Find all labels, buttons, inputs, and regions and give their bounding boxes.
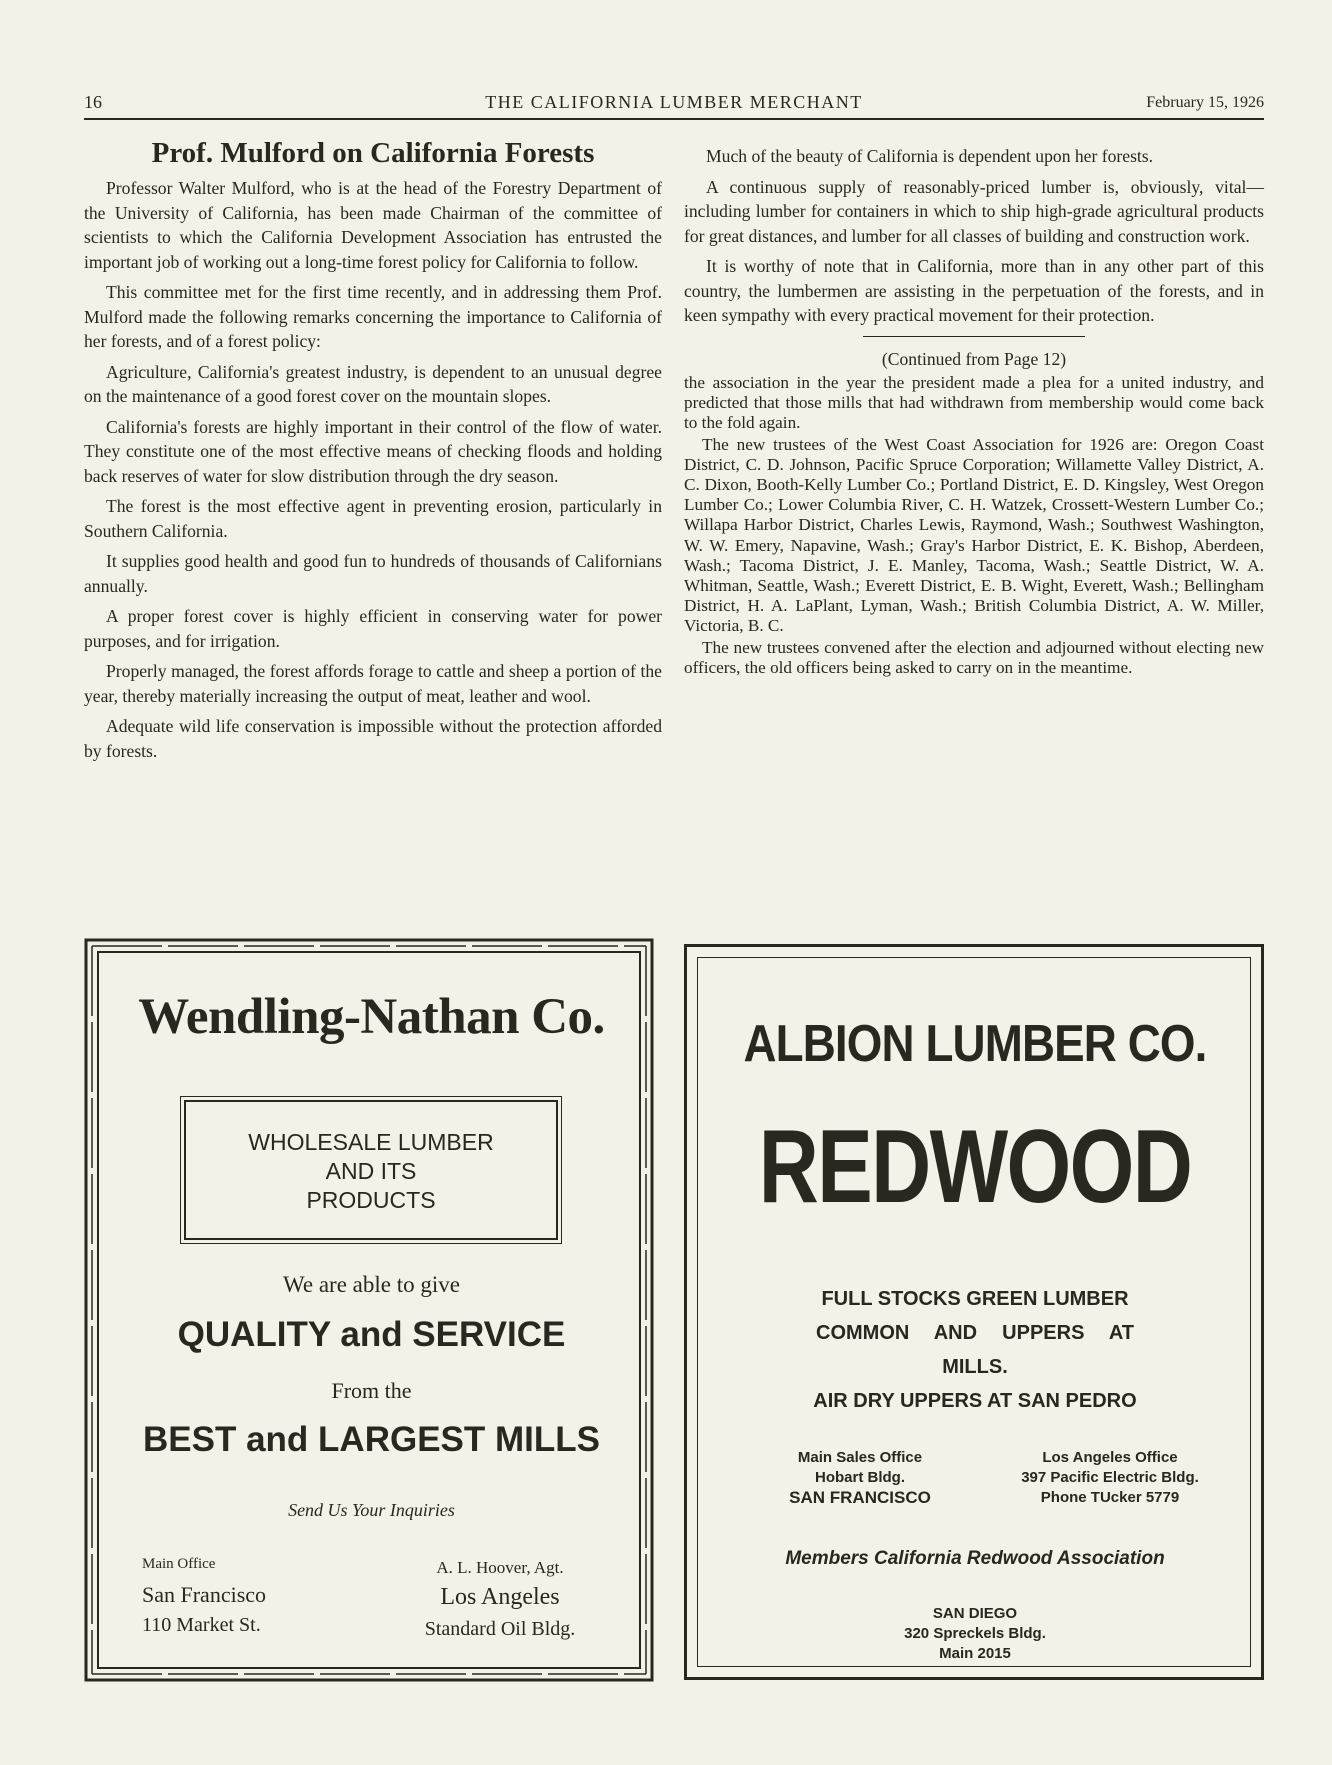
office-label: Main Sales Office [797, 1449, 923, 1466]
stock-list [698, 1282, 1252, 1418]
page-header [84, 92, 1264, 120]
section-divider [863, 336, 1085, 337]
article-paragraph: It supplies good health and good fun to hundreds of thousands of Californians annually. [84, 551, 662, 596]
article-paragraph: It is worthy of note that in California, more than in any other part of this country, the lumbermen are assisting in the perpetuation of the forests, and in keen sympathy with every practical movement for their protection. [684, 256, 1264, 325]
main-office-city: San Francisco [142, 1582, 267, 1607]
office-building: 397 Pacific Electric Bldg. [1021, 1469, 1199, 1486]
article-paragraph: This committee met for the first time recently, and in addressing them Prof. Mulford made the following remarks concerning the importance to California of her forests, and of a forest policy: [84, 282, 662, 351]
product-name: REDWOOD [758, 1109, 1192, 1225]
continued-label: (Continued from Page 12) [881, 348, 1067, 369]
office-city: SAN FRANCISCO [789, 1488, 931, 1507]
continued-story [684, 373, 1264, 678]
article-paragraph: The forest is the most effective agent in preventing erosion, particularly in Southern California. [84, 496, 662, 541]
article-paragraph: Adequate wild life conservation is impossible without the protection afforded by forests. [84, 716, 662, 761]
office-phone: Main 2015 [939, 1645, 1011, 1662]
membership-line: Members California Redwood Association [785, 1548, 1165, 1569]
article-title: Prof. Mulford on California Forests [151, 137, 595, 169]
article-paragraph: Much of the beauty of California is dependent upon her forests. [706, 146, 1154, 166]
company-name: ALBION LUMBER CO. [743, 1015, 1207, 1073]
agent-name: A. L. Hoover, Agt. [436, 1558, 564, 1577]
agent-building: Standard Oil Bldg. [424, 1618, 576, 1640]
story-paragraph: the association in the year the president made a plea for a united industry, and predicted that those mills that had withdrawn from membership would come back to the fold again. [684, 373, 1264, 433]
office-label: Los Angeles Office [1042, 1449, 1178, 1466]
right-column [684, 144, 1264, 679]
quality-service: QUALITY and SERVICE [177, 1315, 566, 1354]
issue-date: February 15, 1926 [1146, 94, 1264, 111]
los-angeles-office [990, 1448, 1230, 1508]
from-text: From the [331, 1378, 412, 1403]
article-mulford [84, 132, 662, 769]
article-paragraph: Professor Walter Mulford, who is at the head of the Forestry Department of the University of California, has been made Chairman of the committee of scientists to which the California Development Association has entrusted the important job of working out a long-time forest policy for California to follow. [84, 178, 662, 272]
office-city: SAN DIEGO [932, 1605, 1018, 1622]
main-office-label: Main Office [142, 1556, 216, 1572]
main-sales-office [740, 1448, 980, 1508]
main-office-street: 110 Market St. [142, 1614, 261, 1636]
article-paragraph: Properly managed, the forest affords forage to cattle and sheep a portion of the year, thereby materially increasing the output of meat, leather and wool. [84, 661, 662, 706]
ad-inner-border [697, 957, 1251, 1667]
article-paragraph: A continuous supply of reasonably-priced lumber is, obviously, vital—including lumber for containers in which to ship high-grade agricultural products for great distances, and lumber for all classes of building and construction work. [684, 176, 1264, 246]
office-phone: Phone TUcker 5779 [1040, 1489, 1180, 1506]
box-line: PRODUCTS [306, 1187, 436, 1213]
stock-line: COMMON AND UPPERS AT [816, 1322, 1134, 1344]
story-paragraph: The new trustees of the West Coast Association for 1926 are: Oregon Coast District, C. D. Johnson, Pacific Spruce Corporation; Willamette Valley District, A. C. Dixon, Booth-Kelly Lumber Co.; Portland District, E. D. Kingsley, West Oregon Lumber Co.; Lower Columbia River, C. H. Watzek, Crossett-Western Lumber Co.; Willapa Harbor District, Charles Lewis, Raymond, Wash.; Southwest Washington, W. W. Emery, Napavine, Wash.; Gray's Harbor District, E. K. Bishop, Aberdeen, Wash.; Tacoma District, J. E. Manley, Tacoma, Wash.; Seattle District, W. A. Whitman, Seattle, Wash.; Everett District, E. B. Wight, Everett, Wash.; Bellingham District, H. A. LaPlant, Lyman, Wash.; British Columbia District, A. W. Miller, Victoria, B. C. [684, 434, 1264, 636]
article-paragraph: California's forests are highly important in their control of the flow of water. They constitute one of the most effective means of checking floods and holding back reserves of water for slow distribution through the dry season. [84, 416, 662, 486]
send-inquiries: Send Us Your Inquiries [288, 1500, 455, 1520]
san-diego-office [698, 1604, 1252, 1664]
best-largest: BEST and LARGEST MILLS [143, 1420, 600, 1459]
agent-city: Los Angeles [440, 1584, 560, 1610]
box-line: WHOLESALE LUMBER [248, 1129, 494, 1155]
article-paragraph: A proper forest cover is highly efficient in conserving water for power purposes, and for irrigation. [84, 606, 662, 651]
able-text: We are able to give [283, 1272, 460, 1297]
page-number: 16 [84, 92, 102, 112]
company-name: Wendling-Nathan Co. [138, 989, 605, 1045]
box-line: AND ITS [325, 1158, 417, 1184]
article-paragraph: Agriculture, California's greatest industry, is dependent to an unusual degree on the maintenance of a good forest cover on the mountain slopes. [84, 361, 662, 406]
stock-line: FULL STOCKS GREEN LUMBER [821, 1288, 1129, 1310]
ad-wendling-nathan [84, 938, 659, 1682]
office-building: Hobart Bldg. [815, 1469, 905, 1486]
publication-title: THE CALIFORNIA LUMBER MERCHANT [485, 92, 863, 112]
stock-line: AIR DRY UPPERS AT SAN PEDRO [813, 1390, 1137, 1412]
stock-line: MILLS. [942, 1356, 1008, 1378]
ad-albion-lumber [684, 944, 1264, 1680]
office-building: 320 Spreckels Bldg. [904, 1625, 1046, 1642]
wholesale-box [184, 1100, 558, 1240]
story-paragraph: The new trustees convened after the election and adjourned without electing new officers, the old officers being asked to carry on in the meantime. [684, 637, 1264, 677]
